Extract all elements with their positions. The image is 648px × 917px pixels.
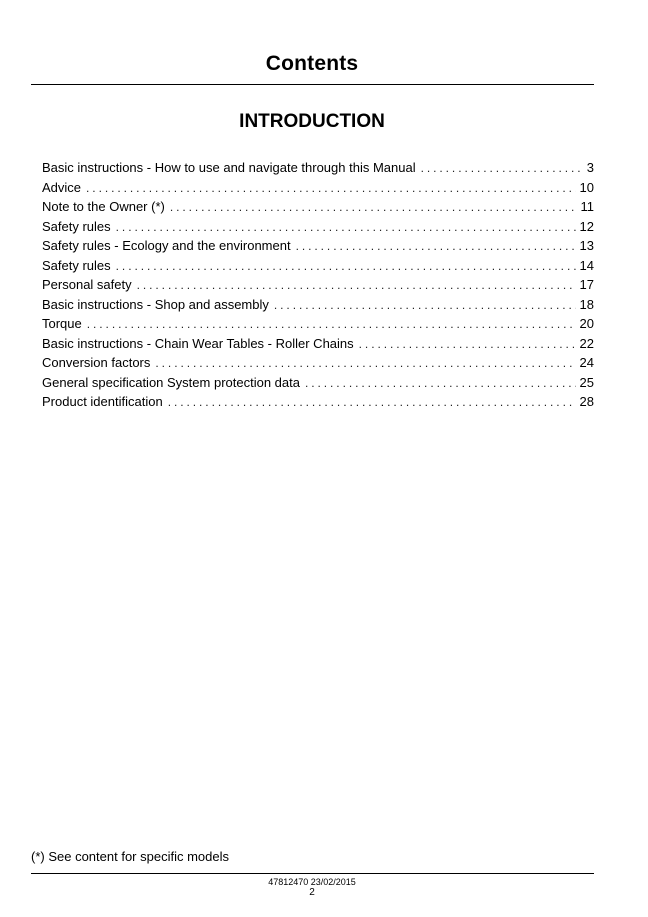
dot-leader	[274, 296, 576, 316]
dot-leader	[168, 393, 576, 413]
document-id: 47812470 23/02/2015	[268, 877, 356, 887]
toc-entry-label: Safety rules	[42, 257, 111, 273]
toc-entry-label: Basic instructions - Shop and assembly	[42, 296, 269, 312]
toc-entry-page: 11	[580, 199, 594, 214]
toc-entry[interactable]	[42, 334, 594, 354]
footer-divider	[31, 873, 594, 874]
toc-entry[interactable]	[42, 314, 594, 334]
toc-entry-page: 25	[579, 374, 594, 390]
toc-entry[interactable]	[42, 236, 594, 256]
section-title: INTRODUCTION	[239, 111, 385, 132]
toc-entry-page: 14	[579, 257, 594, 273]
dot-leader	[155, 354, 575, 374]
dot-leader	[116, 218, 576, 238]
toc-entry-page: 17	[579, 277, 594, 292]
page-title: Contents	[265, 52, 359, 75]
toc-entry[interactable]	[42, 197, 594, 217]
toc-entry-page: 20	[579, 316, 594, 331]
toc-entry-page: 10	[579, 179, 594, 195]
dot-leader	[305, 374, 576, 394]
toc-entry-label: Safety rules - Ecology and the environment	[42, 238, 291, 253]
toc-entry-label: Personal safety	[42, 277, 132, 292]
dot-leader	[87, 315, 576, 335]
toc-entry-page: 28	[579, 394, 594, 409]
dot-leader	[296, 237, 576, 257]
dot-leader	[116, 257, 576, 277]
toc-entry[interactable]	[42, 295, 594, 315]
toc-entry-label: Conversion factors	[42, 355, 151, 370]
toc-entry-page: 22	[579, 335, 594, 351]
toc-entry-page: 24	[579, 355, 594, 370]
toc-entry-page: 3	[586, 160, 594, 175]
toc-entry[interactable]	[42, 178, 594, 198]
dot-leader	[86, 179, 576, 199]
dot-leader	[421, 159, 583, 179]
toc-entry[interactable]	[42, 217, 594, 237]
toc-entry-label: Advice	[42, 179, 82, 195]
dot-leader	[137, 276, 576, 296]
toc-entry[interactable]	[42, 392, 594, 412]
title-divider	[31, 84, 594, 85]
toc-entry-label: Basic instructions - Chain Wear Tables - Roller Chains	[42, 335, 354, 351]
toc-entry-label: Safety rules	[42, 218, 111, 234]
dot-leader	[170, 198, 577, 218]
toc-entry-label: Torque	[42, 316, 82, 331]
page-number: 2	[309, 887, 315, 898]
toc-entry-label: Note to the Owner (*)	[42, 199, 165, 214]
toc-entry-page: 18	[579, 296, 594, 312]
table-of-contents	[42, 158, 594, 412]
toc-entry[interactable]	[42, 275, 594, 295]
toc-entry-label: General specification System protection data	[42, 374, 300, 390]
toc-entry-label: Product identification	[42, 394, 163, 409]
toc-entry[interactable]	[42, 256, 594, 276]
toc-entry-label: Basic instructions - How to use and navigate through this Manual	[42, 160, 416, 175]
toc-entry[interactable]	[42, 158, 594, 178]
toc-entry[interactable]	[42, 353, 594, 373]
toc-entry-page: 12	[579, 218, 594, 234]
toc-entry-page: 13	[579, 238, 594, 253]
footnote: (*) See content for specific models	[31, 849, 229, 864]
dot-leader	[359, 335, 576, 355]
toc-entry[interactable]	[42, 373, 594, 393]
